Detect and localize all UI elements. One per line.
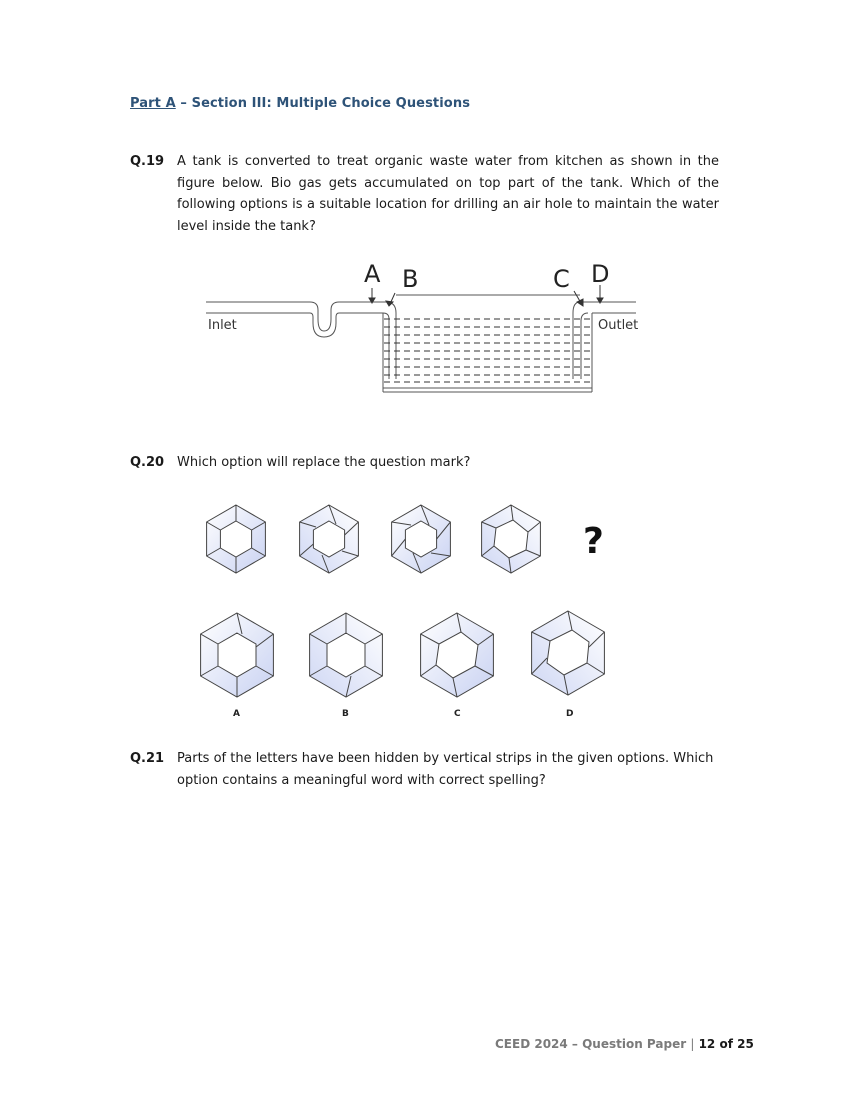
tank-figure (200, 255, 645, 400)
section-part-link: Part A (130, 96, 176, 111)
option-hexagon-a[interactable] (201, 613, 274, 697)
footer-doc-title: CEED 2024 – Question Paper (495, 1037, 687, 1051)
option-label-c: C (454, 709, 461, 719)
question-text-21: Parts of the letters have been hidden by vertical strips in the given options. Which option contains a meaningful word with correct spelling? (177, 751, 714, 788)
section-title: – Section III: Multiple Choice Questions (175, 96, 471, 111)
hexagon-puzzle-figure (195, 495, 625, 725)
question-number-19: Q.19 (130, 154, 165, 169)
tank-label-d: D (591, 260, 610, 288)
tank-label-c: C (553, 265, 570, 293)
option-hexagon-d[interactable] (532, 611, 605, 695)
question-text-20: Which option will replace the question mark? (177, 455, 471, 470)
section-heading (130, 96, 470, 111)
sequence-hexagon-1 (207, 505, 266, 573)
page-footer (495, 1037, 754, 1051)
tank-label-a: A (364, 260, 381, 288)
sequence-hexagon-3 (392, 505, 451, 573)
option-label-a: A (233, 709, 240, 719)
inlet-label: Inlet (208, 318, 237, 333)
outlet-label: Outlet (598, 318, 639, 333)
question-number-20: Q.20 (130, 455, 165, 470)
sequence-hexagon-4 (482, 505, 541, 573)
footer-page-number: 12 of 25 (698, 1037, 754, 1051)
question-text-19: A tank is converted to treat organic waste water from kitchen as shown in the figure below. Bio gas gets accumulated on top part of the tank. Which of the following options is a suitable location for drilling an air hole to maintain the water level inside the tank? (177, 154, 719, 235)
question-number-21: Q.21 (130, 751, 165, 766)
tank-label-b: B (402, 265, 419, 293)
sequence-hexagon-2 (300, 505, 359, 573)
question-mark: ? (583, 521, 604, 562)
option-hexagon-c[interactable] (421, 613, 494, 697)
option-label-b: B (342, 709, 349, 719)
option-hexagon-b[interactable] (310, 613, 383, 697)
footer-separator: | (690, 1037, 695, 1051)
option-label-d: D (566, 709, 574, 719)
